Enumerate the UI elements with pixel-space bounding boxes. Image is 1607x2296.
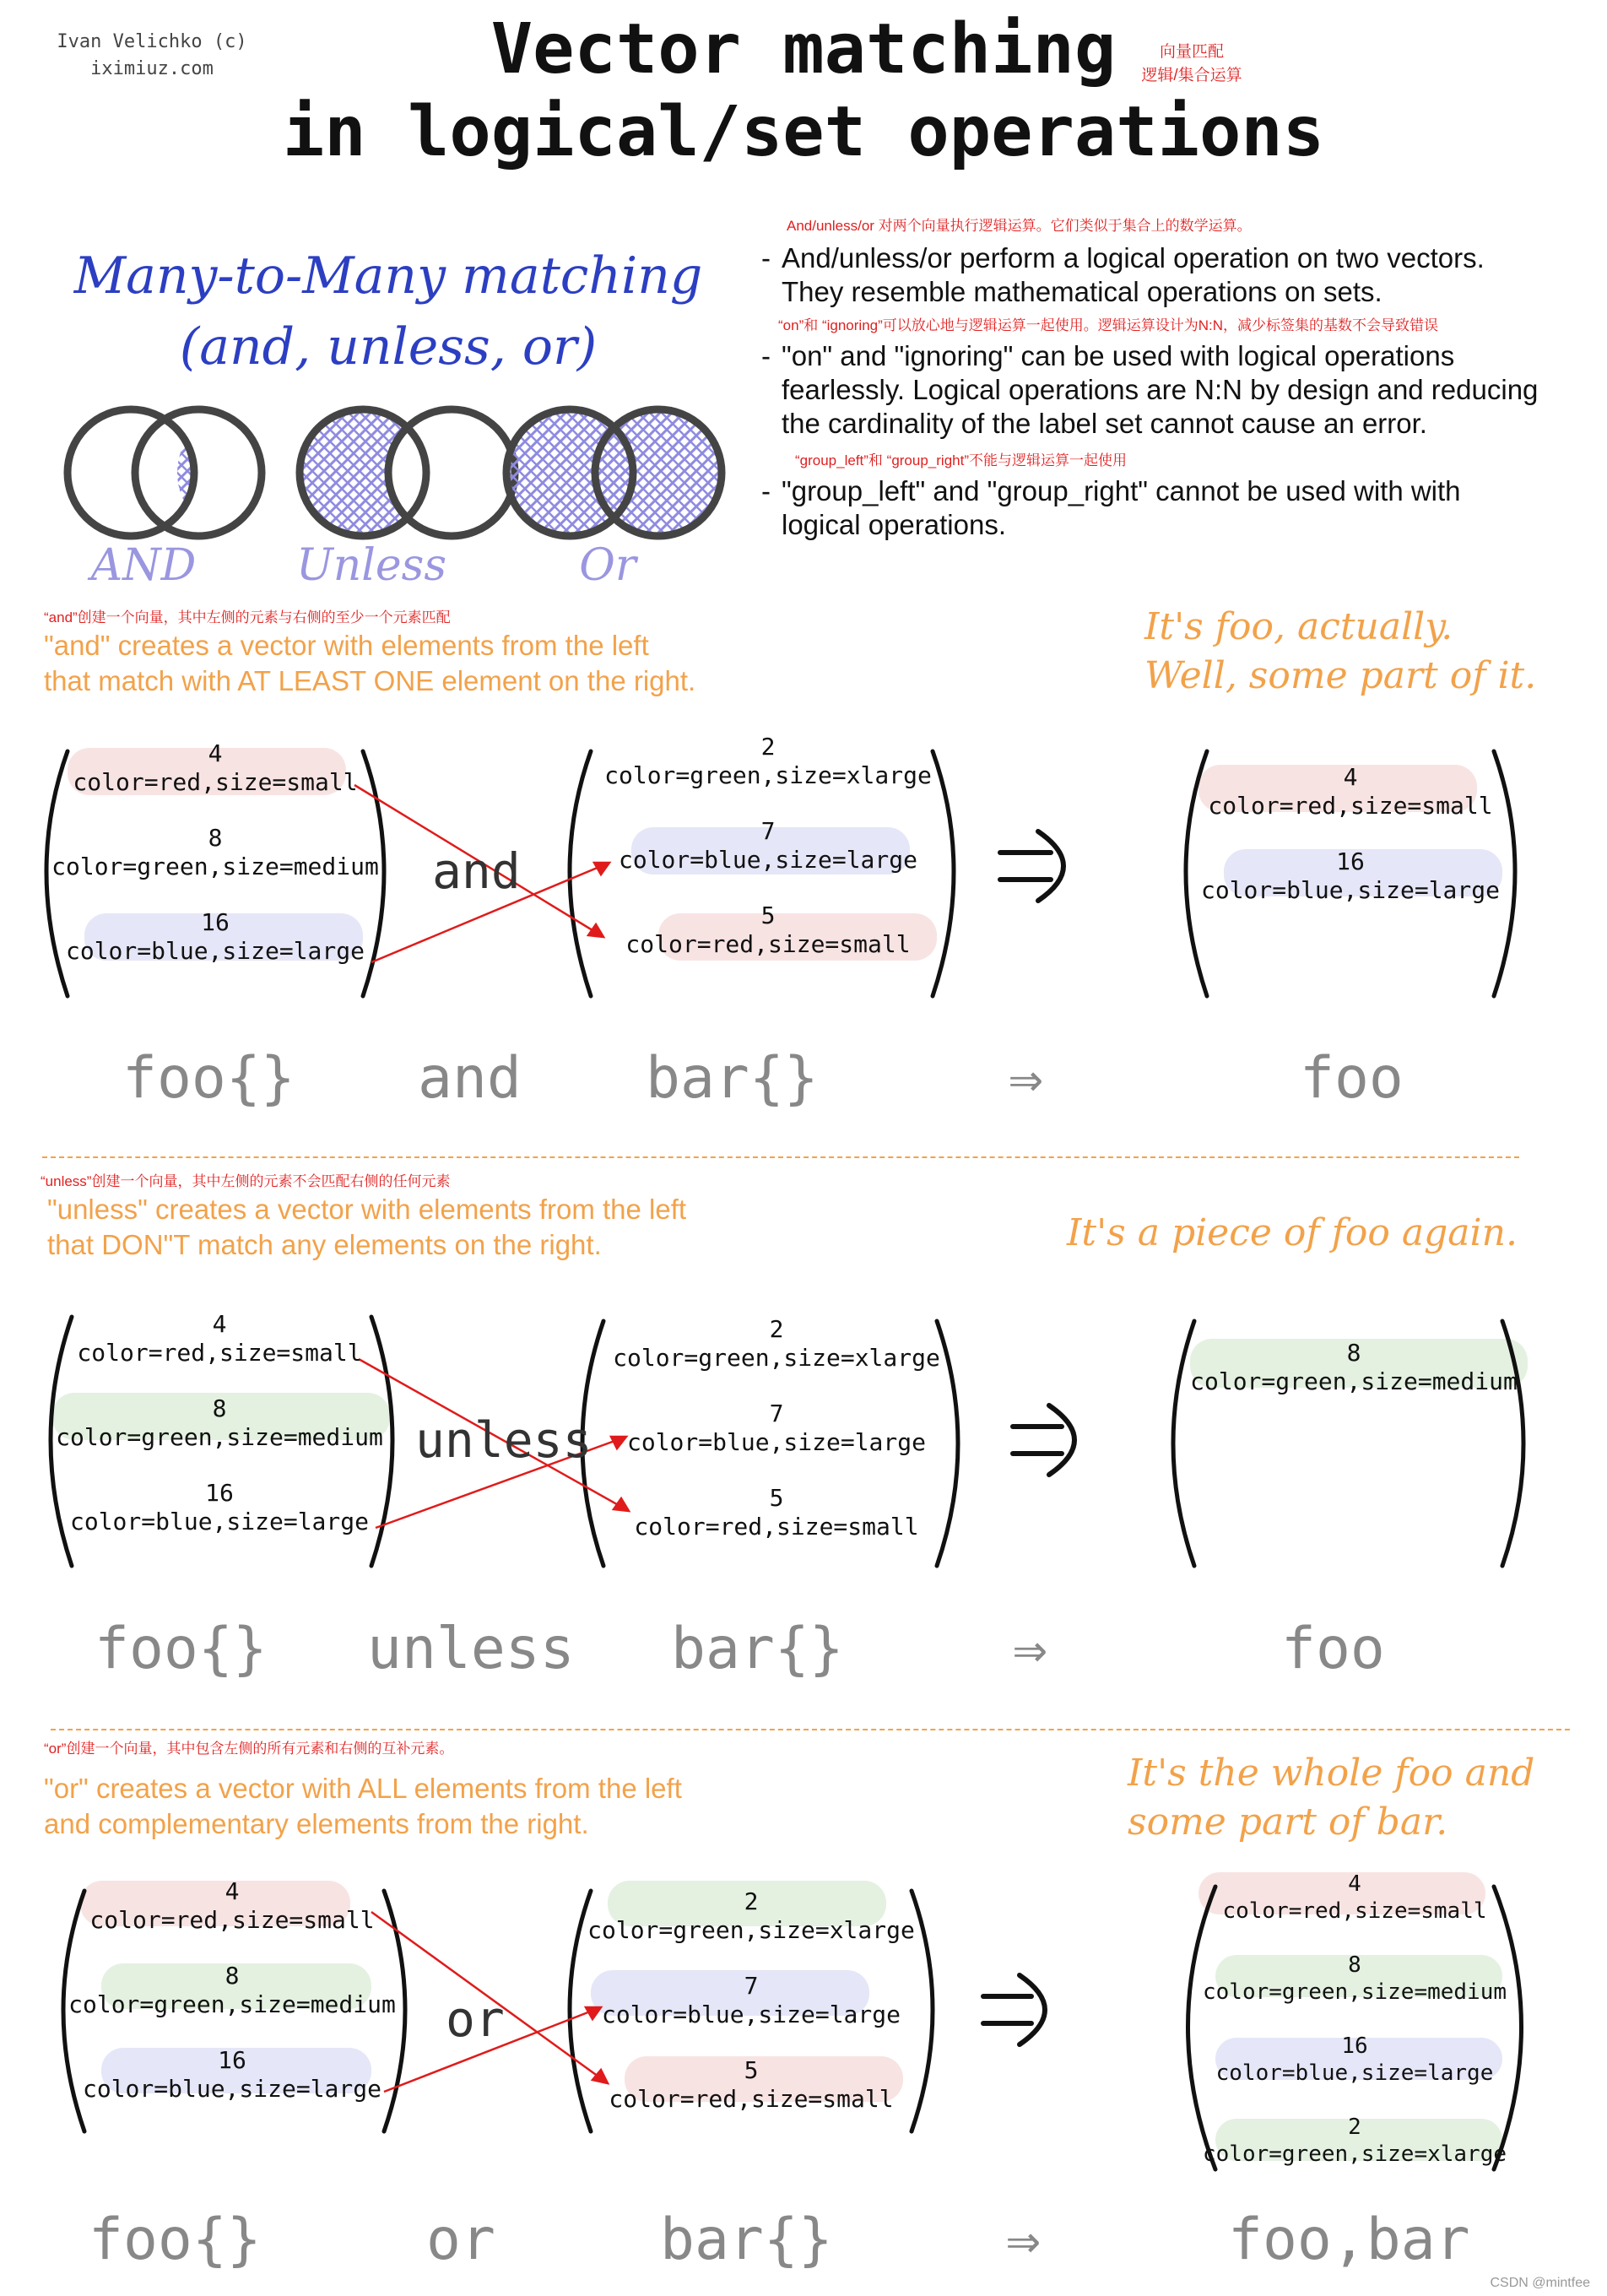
bullet-1-cn: And/unless/or 对两个向量执行逻辑运算。它们类似于集合上的数学运算。	[787, 218, 1252, 234]
unless-result-vector	[1185, 1339, 1523, 1396]
and-comment-line2: Well, some part of it.	[1144, 654, 1537, 697]
unless-desc-line1: "unless" creates a vector with elements from the left	[47, 1194, 687, 1225]
or-operator: or	[446, 1990, 505, 2048]
and-desc-line2: that match with AT LEAST ONE element on the right.	[44, 665, 696, 696]
bullet-3-line2: logical operations.	[782, 509, 1006, 540]
or-right-1-value: 7	[744, 1972, 759, 2000]
unless-right-2-labels: color=red,size=small	[634, 1513, 919, 1541]
and-left-2-value: 16	[201, 908, 230, 936]
many-to-many-heading	[34, 241, 743, 382]
venn-and-icon	[68, 409, 262, 536]
or-left-0-value: 4	[225, 1877, 240, 1905]
or-left-1-labels: color=green,size=medium	[68, 1990, 396, 2018]
unless-desc	[47, 1192, 686, 1263]
unless-bottom-result: foo	[1281, 1616, 1385, 1682]
and-result-vector	[1182, 763, 1519, 905]
unless-left-2-value: 16	[205, 1479, 234, 1507]
unless-left-1-value: 8	[212, 1394, 227, 1422]
and-comment	[1144, 603, 1536, 701]
or-desc-line2: and complementary elements from the right.	[44, 1808, 589, 1839]
or-right-0-labels: color=green,size=xlarge	[587, 1916, 915, 1944]
bullet-1-line1: And/unless/or perform a logical operation on two vectors.	[782, 242, 1485, 273]
and-right-1-value: 7	[760, 817, 776, 845]
or-bottom-right: bar{}	[660, 2207, 833, 2273]
or-right-2-value: 5	[744, 2056, 759, 2084]
and-result-0-value: 4	[1343, 763, 1358, 791]
or-desc	[44, 1771, 682, 1842]
unless-left-1-labels: color=green,size=medium	[56, 1423, 383, 1451]
and-desc	[44, 628, 695, 699]
cn-title-line2: 逻辑/集合运算	[1141, 67, 1242, 84]
or-implies-arrow	[983, 1975, 1045, 2044]
or-bottom-result: foo,bar	[1228, 2207, 1470, 2273]
or-left-0-labels: color=red,size=small	[89, 1906, 375, 1934]
or-result-2-labels: color=blue,size=large	[1215, 2060, 1494, 2086]
and-left-vector	[46, 739, 384, 966]
unless-result-0-value: 8	[1346, 1339, 1361, 1367]
or-result-1-value: 8	[1348, 1952, 1361, 1978]
or-result-0-value: 4	[1348, 1871, 1361, 1897]
and-result-1-value: 16	[1336, 847, 1365, 875]
or-desc-line1: "or" creates a vector with ALL elements from the left	[44, 1773, 682, 1804]
unless-desc-line2: that DON"T match any elements on the right.	[47, 1229, 602, 1260]
venn-label-unless: Unless	[295, 540, 447, 591]
or-left-vector	[63, 1877, 401, 2104]
bullet-2-line2: fearlessly. Logical operations are N:N by design and reducing	[782, 374, 1539, 405]
unless-left-2-labels: color=blue,size=large	[69, 1508, 369, 1535]
bullet-2-cn: “on”和 “ignoring”可以放心地与逻辑运算一起使用。逻辑运算设计为N:N，减少标签集的基数不会导致错误	[778, 317, 1439, 333]
and-right-2-labels: color=red,size=small	[625, 930, 911, 958]
unless-bottom-arrow: ⇒	[1013, 1616, 1047, 1682]
and-result-1-labels: color=blue,size=large	[1200, 876, 1500, 904]
and-desc-line1: "and" creates a vector with elements from the left	[44, 630, 649, 661]
page-title-line2: in logical/set operations	[282, 92, 1325, 172]
unless-right-1-value: 7	[769, 1400, 784, 1427]
and-right-vector	[599, 733, 937, 959]
or-left-2-value: 16	[218, 2046, 246, 2074]
or-left-1-value: 8	[225, 1962, 240, 1990]
unless-comment	[1067, 1209, 1518, 1258]
and-bottom-arrow: ⇒	[1009, 1045, 1043, 1112]
unless-comment-line1: It's a piece of foo again.	[1067, 1211, 1518, 1254]
unless-implies-arrow	[1013, 1405, 1074, 1475]
bullet-3-cn: “group_left”和 “group_right”不能与逻辑运算一起使用	[795, 452, 1127, 468]
venn-diagrams	[34, 388, 760, 557]
unless-right-0-value: 2	[769, 1315, 784, 1343]
venn-label-or: Or	[579, 540, 636, 591]
or-comment-line1: It's the whole foo and	[1128, 1752, 1535, 1795]
author-site: iximiuz.com	[90, 58, 214, 79]
venn-or-icon	[506, 409, 722, 536]
bullet-2-line3: the cardinality of the label set cannot cause an error.	[782, 408, 1427, 439]
unless-right-vector	[608, 1315, 945, 1541]
watermark: CSDN @mintfee	[1490, 2276, 1590, 2290]
and-left-1-labels: color=green,size=medium	[51, 853, 379, 880]
or-bottom-op: or	[426, 2207, 495, 2273]
unless-bottom-right: bar{}	[671, 1616, 844, 1682]
venn-label-and: AND	[90, 540, 197, 591]
heading-line1: Many-to-Many matching	[73, 246, 703, 306]
and-right-0-labels: color=green,size=xlarge	[604, 761, 932, 789]
heading-line2: (and, unless, or)	[179, 317, 598, 376]
or-cn-desc: “or”创建一个向量，其中包含左侧的所有元素和右侧的互补元素。	[44, 1741, 454, 1757]
and-bottom-right: bar{}	[646, 1045, 819, 1112]
and-bottom-left: foo{}	[122, 1045, 295, 1112]
or-result-2-value: 16	[1341, 2033, 1368, 2059]
divider-2	[51, 1729, 1570, 1730]
and-right-2-value: 5	[760, 902, 776, 929]
unless-left-0-value: 4	[212, 1310, 227, 1338]
bullet-3-line1: "group_left" and "group_right" cannot be used with with	[782, 475, 1461, 506]
or-result-1-labels: color=green,size=medium	[1202, 1979, 1507, 2005]
unless-left-0-labels: color=red,size=small	[77, 1339, 362, 1367]
or-right-0-value: 2	[744, 1887, 759, 1915]
or-comment	[1128, 1749, 1534, 1847]
cn-title-line1: 向量匹配	[1159, 43, 1224, 61]
or-comment-line2: some part of bar.	[1128, 1801, 1448, 1844]
and-comment-line1: It's foo, actually.	[1144, 605, 1453, 648]
unless-cn-desc: “unless”创建一个向量，其中左侧的元素不会匹配右侧的任何元素	[41, 1173, 451, 1189]
venn-unless-icon	[300, 409, 515, 536]
and-bottom-op: and	[418, 1045, 522, 1112]
or-result-3-labels: color=green,size=xlarge	[1202, 2142, 1507, 2167]
or-bottom-left: foo{}	[89, 2207, 262, 2273]
unless-bottom-left: foo{}	[95, 1616, 268, 1682]
unless-result-0-labels: color=green,size=medium	[1190, 1367, 1518, 1395]
or-result-0-labels: color=red,size=small	[1222, 1898, 1487, 1924]
and-left-1-value: 8	[208, 824, 223, 852]
or-bottom-arrow: ⇒	[1006, 2207, 1041, 2273]
and-result-0-labels: color=red,size=small	[1208, 792, 1493, 820]
unless-operator: unless	[415, 1411, 592, 1469]
and-right-0-value: 2	[760, 733, 776, 761]
unless-right-1-labels: color=blue,size=large	[626, 1428, 926, 1456]
bullet-1-line2: They resemble mathematical operations on sets.	[782, 276, 1382, 307]
page-title-line1: Vector matching	[490, 9, 1117, 89]
and-operator: and	[432, 842, 521, 900]
and-left-0-value: 4	[208, 739, 223, 767]
and-implies-arrow	[1000, 831, 1063, 901]
and-left-2-labels: color=blue,size=large	[65, 937, 365, 965]
unless-bottom-op: unless	[367, 1616, 575, 1682]
unless-right-0-labels: color=green,size=xlarge	[613, 1344, 940, 1372]
divider-1	[42, 1156, 1519, 1158]
or-right-vector	[582, 1887, 920, 2114]
or-right-1-labels: color=blue,size=large	[601, 2001, 901, 2028]
unless-left-vector	[51, 1310, 388, 1536]
or-left-2-labels: color=blue,size=large	[82, 2075, 381, 2103]
or-result-vector	[1186, 1871, 1523, 2168]
or-result-3-value: 2	[1348, 2115, 1361, 2140]
and-cn-desc: “and”创建一个向量，其中左侧的元素与右侧的至少一个元素匹配	[44, 609, 451, 625]
and-left-0-labels: color=red,size=small	[73, 768, 358, 796]
cn-title	[1133, 41, 1251, 88]
and-bottom-result: foo	[1300, 1045, 1404, 1112]
or-right-2-labels: color=red,size=small	[609, 2085, 894, 2113]
and-right-1-labels: color=blue,size=large	[618, 846, 917, 874]
author-name: Ivan Velichko (c)	[57, 31, 247, 52]
bullet-2-line1: "on" and "ignoring" can be used with logical operations	[782, 340, 1455, 371]
unless-right-2-value: 5	[769, 1484, 784, 1512]
